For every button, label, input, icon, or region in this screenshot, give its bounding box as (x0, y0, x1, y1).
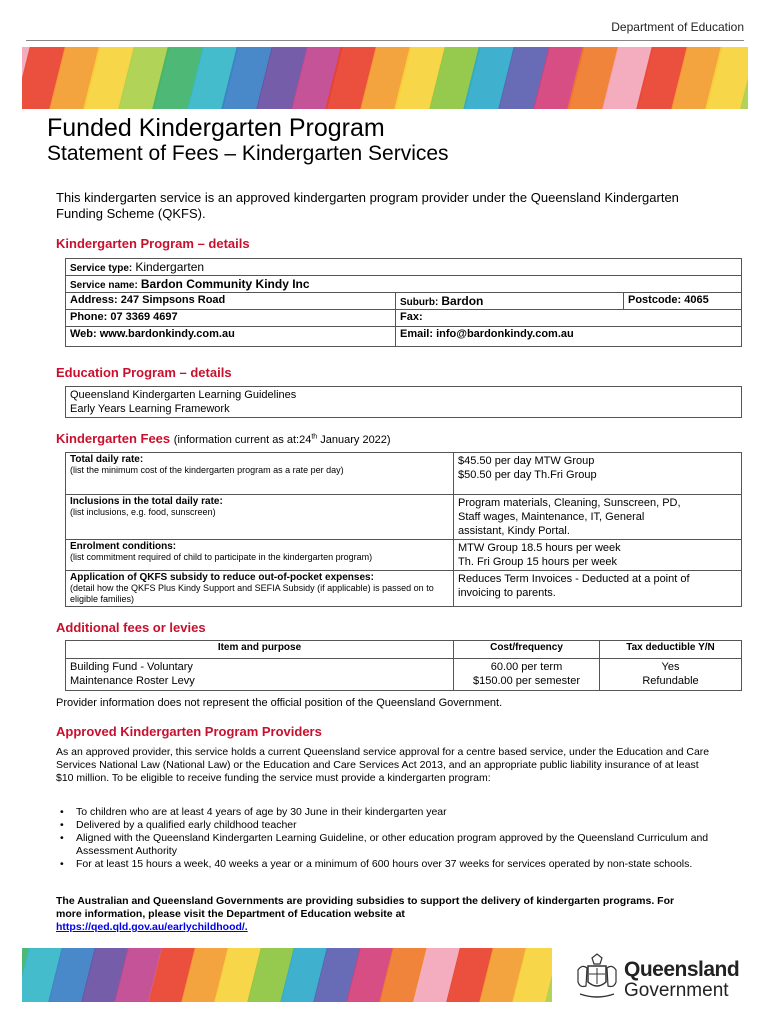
table-row (66, 495, 742, 540)
requirements-list (56, 806, 716, 871)
levy-tax: Refundable (642, 675, 699, 687)
fee-label: Enrolment conditions: (70, 541, 177, 552)
intro-paragraph: This kindergarten service is an approved kindergarten program provider under the Queensland Kindergarten Funding Scheme (QKFS). (56, 190, 679, 221)
education-program-table (65, 386, 742, 418)
levy-cost: 60.00 per term (490, 661, 563, 673)
fees-info-ordinal: th (311, 433, 318, 441)
fee-value-cell (454, 495, 742, 540)
fee-value-cell (454, 571, 742, 607)
education-program-cell (66, 387, 742, 418)
providers-heading: Approved Kindergarten Program Providers (56, 724, 322, 739)
footnote-text: The Australian and Queensland Governments are providing subsidies to support the delivery of kindergarten programs. For more information, please visit the Department of Education website at (56, 895, 675, 920)
table-row (66, 453, 742, 495)
disclaimer: Provider information does not represent the official position of the Queensland Government. (56, 697, 503, 709)
levy-items-cell (66, 659, 454, 691)
list-item: • To children who are at least 4 years of age by 30 June in their kindergarten year (56, 806, 716, 819)
fax-cell: Fax: (396, 310, 742, 327)
fees-heading-text: Kindergarten Fees (56, 431, 171, 446)
program-details-heading: Kindergarten Program – details (56, 236, 250, 251)
levy-item: Maintenance Roster Levy (70, 675, 195, 687)
fee-value-cell (454, 453, 742, 495)
funding-footnote (56, 895, 696, 934)
fees-info-date (174, 434, 391, 446)
coat-of-arms-icon (574, 952, 620, 1004)
fee-value-line: Program materials, Cleaning, Sunscreen, PD, (458, 497, 681, 509)
column-header-cost: Cost/frequency (454, 641, 600, 659)
phone-cell: Phone: 07 3369 4697 (66, 310, 396, 327)
fee-value-line: MTW Group 18.5 hours per week (458, 542, 621, 554)
fee-label: Total daily rate: (70, 454, 144, 465)
table-row (66, 659, 742, 691)
web-cell: Web: www.bardonkindy.com.au (66, 327, 396, 347)
service-type-cell (66, 259, 742, 276)
postcode-cell: Postcode: 4065 (624, 293, 742, 310)
department-name: Department of Education (611, 20, 744, 34)
fee-label-cell (66, 453, 454, 495)
fees-heading (56, 431, 391, 446)
providers-paragraph: As an approved provider, this service holds a current Queensland service approval for a centre based service, under the Education and Care Services National Law (National Law) or the Education and Care Services Act 2013, and an appropriate public liability insurance of at least $10 million. To be eligible to receive funding the service must provide a kindergarten program: (56, 746, 710, 784)
service-name-value: Bardon Community Kindy Inc (140, 277, 310, 291)
fee-label-cell (66, 540, 454, 571)
queensland-government-logo (574, 952, 750, 1004)
levy-tax-cell (600, 659, 742, 691)
fees-info-prefix: (information current as at:24 (173, 434, 312, 446)
suburb-label: Suburb: (400, 297, 439, 308)
list-item: • For at least 15 hours a week, 40 weeks a year or a minimum of 600 hours over 37 weeks for services operated by non-state schools. (56, 858, 716, 871)
suburb-cell (396, 293, 624, 310)
levy-tax: Yes (661, 661, 680, 673)
education-program-heading: Education Program – details (56, 365, 232, 380)
education-website-link[interactable]: https://qed.qld.gov.au/earlychildhood/. (56, 921, 248, 933)
fee-label: Inclusions in the total daily rate: (70, 496, 223, 507)
address-cell: Address: 247 Simpsons Road (66, 293, 396, 310)
fee-label-cell (66, 571, 454, 607)
fee-value-line: $50.50 per day Th.Fri Group (458, 469, 597, 481)
list-item: • Delivered by a qualified early childhood teacher (56, 819, 716, 832)
levy-cost: $150.00 per semester (472, 675, 580, 687)
fee-value-line: assistant, Kindy Portal. (458, 525, 570, 537)
education-guideline-1: Queensland Kindergarten Learning Guidelines (70, 389, 297, 401)
table-row (66, 540, 742, 571)
service-name-cell (66, 276, 742, 293)
fee-label: Application of QKFS subsidy to reduce out-of-pocket expenses: (70, 572, 374, 583)
email-cell: Email: info@bardonkindy.com.au (396, 327, 742, 347)
fee-value-line: invoicing to parents. (458, 587, 556, 599)
additional-fees-heading: Additional fees or levies (56, 620, 206, 635)
page-subtitle: Statement of Fees – Kindergarten Services (47, 142, 449, 165)
service-type-label: Service type: (70, 263, 133, 274)
fee-value-cell (454, 540, 742, 571)
service-type-value: Kindergarten (135, 260, 205, 274)
logo-word-government: Government (624, 980, 729, 1001)
fee-hint: (list commitment required of child to participate in the kindergarten program) (70, 552, 373, 562)
logo-word-queensland: Queensland (624, 958, 740, 981)
suburb-value: Bardon (441, 294, 484, 308)
fee-value-line: Staff wages, Maintenance, IT, General (458, 511, 645, 523)
table-row (66, 571, 742, 607)
column-header-item: Item and purpose (66, 641, 454, 659)
fee-hint: (list inclusions, e.g. food, sunscreen) (70, 507, 216, 517)
rainbow-banner-bottom (22, 948, 552, 1002)
fee-value-line: Reduces Term Invoices - Deducted at a point of (458, 573, 690, 585)
fee-value-line: Th. Fri Group 15 hours per week (458, 556, 617, 568)
fee-hint: (detail how the QKFS Plus Kindy Support and SEFIA Subsidy (if applicable) is passed on to eligible families) (70, 583, 434, 604)
page-title: Funded Kindergarten Program (47, 114, 385, 142)
additional-fees-table (65, 640, 742, 691)
rainbow-banner-top (22, 47, 748, 109)
fee-label-cell (66, 495, 454, 540)
column-header-tax: Tax deductible Y/N (600, 641, 742, 659)
list-item: • Aligned with the Queensland Kindergarten Learning Guideline, or other education program approved by the Queensland Curriculum and Assessment Authority (56, 832, 716, 858)
header-divider (26, 40, 744, 41)
levy-item: Building Fund - Voluntary (70, 661, 193, 673)
levy-costs-cell (454, 659, 600, 691)
fees-info-suffix: January 2022) (317, 434, 391, 446)
program-details-table (65, 258, 742, 347)
fee-value-line: $45.50 per day MTW Group (458, 455, 595, 467)
fees-table (65, 452, 742, 607)
service-name-label: Service name: (70, 280, 138, 291)
fee-hint: (list the minimum cost of the kindergarten program as a rate per day) (70, 465, 344, 475)
education-guideline-2: Early Years Learning Framework (70, 403, 230, 415)
